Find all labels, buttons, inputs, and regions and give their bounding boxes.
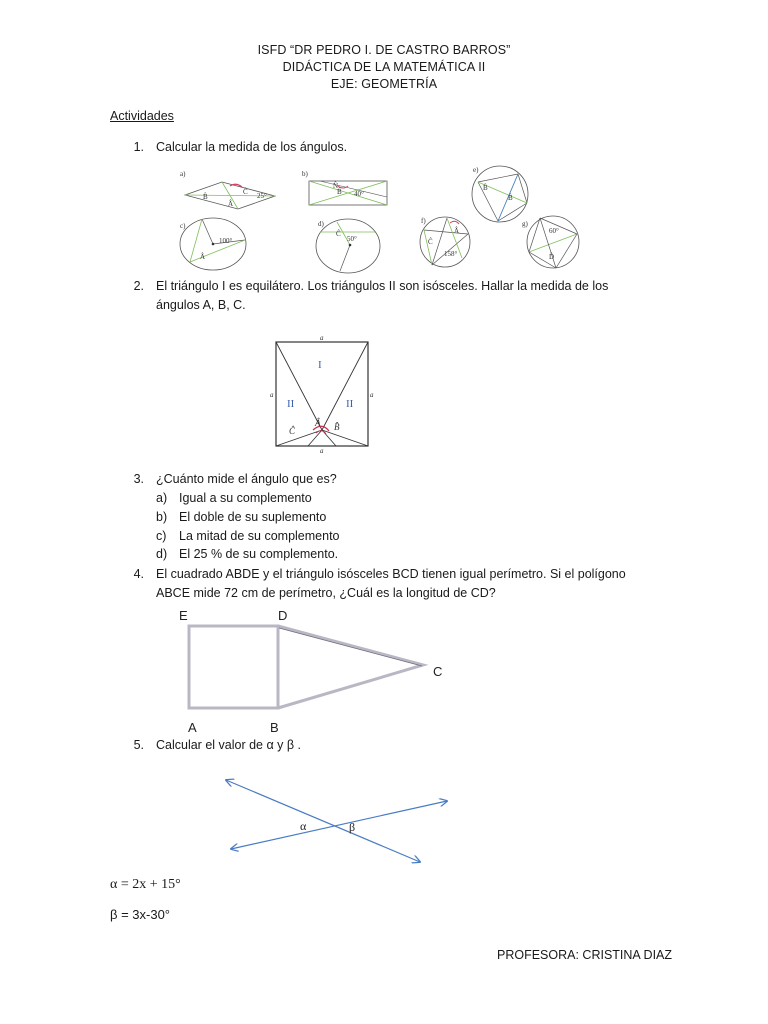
fig1-f-angle-158: 158° xyxy=(444,250,458,258)
fig1-c-angle-100: 100° xyxy=(219,237,233,245)
fig1-b-angle-40: 40° xyxy=(354,190,364,198)
fig1-label-b: b) xyxy=(302,170,308,178)
fig4-vertex-d: D xyxy=(278,608,288,623)
subitem-a-letter: a) xyxy=(156,491,168,505)
fig1-c-angle-a: Â xyxy=(200,253,206,261)
fig4-vertex-a: A xyxy=(188,720,197,735)
activity-4-number: 4. xyxy=(133,567,144,581)
fig2-angle-a: Â xyxy=(315,418,321,428)
activity-5-number: 5. xyxy=(133,738,144,752)
subitem-c-letter: c) xyxy=(156,529,167,543)
section-title: Actividades xyxy=(110,109,174,123)
fig1-label-a: a) xyxy=(180,170,186,178)
activity-2-text-line1: El triángulo I es equilátero. Los triángulos II son isósceles. Hallar la medida de los xyxy=(156,279,609,293)
header-subject: DIDÁCTICA DE LA MATEMÁTICA II xyxy=(282,60,486,74)
fig1-g-angle-d: D̂ xyxy=(549,253,555,261)
activity-2-text-line2: ángulos A, B, C. xyxy=(156,298,246,312)
fig5-beta: β xyxy=(349,820,356,834)
fig1-f-angle-b: Ĉ xyxy=(428,238,433,246)
fig1-d-angle-b: Ĉ xyxy=(336,230,341,238)
fig1-a-angle-a: Â xyxy=(228,200,234,208)
teacher-name: PROFESORA: CRISTINA DIAZ xyxy=(497,948,673,962)
fig1-f-angle-c: Â xyxy=(454,227,460,235)
activity-2-number: 2. xyxy=(133,279,144,293)
equation-beta: β = 3x-30° xyxy=(110,907,171,922)
header-school: ISFD “DR PEDRO I. DE CASTRO BARROS” xyxy=(257,43,511,57)
equation-alpha: α = 2x + 15° xyxy=(110,877,181,892)
fig2-triangle-ii-right: II xyxy=(346,398,354,410)
fig4-vertex-b: B xyxy=(270,720,279,735)
fig4-vertex-e: E xyxy=(179,608,188,623)
fig1-label-c: c) xyxy=(180,222,186,230)
fig5-alpha: α xyxy=(300,819,307,833)
fig2-side-left: a xyxy=(270,391,274,399)
activity-3-text: ¿Cuánto mide el ángulo que es? xyxy=(156,472,337,486)
fig1-label-d: d) xyxy=(318,220,324,228)
header-axis: EJE: GEOMETRÍA xyxy=(330,77,438,91)
activity-4-text-line2: ABCE mide 72 cm de perímetro, ¿Cuál es la longitud de CD? xyxy=(156,586,496,600)
fig1-b-angle-b: B̂ xyxy=(337,188,342,196)
fig1-label-f: f) xyxy=(421,217,426,225)
activity-3-number: 3. xyxy=(133,472,144,486)
activity-4-text-line1: El cuadrado ABDE y el triángulo isósceles BCD tienen igual perímetro. Si el polígono xyxy=(156,567,626,581)
fig1-a-angle-c: Ĉ xyxy=(243,188,248,196)
fig2-side-top: a xyxy=(320,334,324,342)
fig1-d-angle-50: 50° xyxy=(347,235,357,243)
subitem-d-text: El 25 % de su complemento. xyxy=(179,547,339,561)
activity-1-text: Calcular la medida de los ángulos. xyxy=(156,140,348,154)
fig1-e-angle-b: B̂ xyxy=(508,194,513,202)
subitem-b-letter: b) xyxy=(156,510,168,524)
fig2-triangle-i: I xyxy=(318,359,322,371)
fig1-a-angle-b: B̂ xyxy=(203,193,208,201)
fig1-g-angle-60: 60° xyxy=(549,227,559,235)
fig4-vertex-c: C xyxy=(433,664,443,679)
fig2-triangle-ii-left: II xyxy=(287,398,295,410)
fig1-label-g: g) xyxy=(522,220,528,228)
fig1-b-angle-n: N̂ xyxy=(333,182,339,190)
subitem-a-text: Igual a su complemento xyxy=(179,491,312,505)
fig2-side-right: a xyxy=(370,391,374,399)
subitem-b-text: El doble de su suplemento xyxy=(179,510,327,524)
fig2-angle-b: B̂ xyxy=(334,422,340,432)
subitem-d-letter: d) xyxy=(156,547,168,561)
fig1-a-angle-25: 25° xyxy=(257,192,267,200)
activity-1-number: 1. xyxy=(133,140,144,154)
activity-5-text: Calcular el valor de α y β . xyxy=(156,738,302,752)
fig2-side-bottom: a xyxy=(320,447,324,455)
fig1-e-angle-c: B̂ xyxy=(483,184,488,192)
fig1-label-e: e) xyxy=(473,166,479,174)
subitem-c-text: La mitad de su complemento xyxy=(179,529,340,543)
fig2-angle-c: Ĉ xyxy=(289,426,296,436)
